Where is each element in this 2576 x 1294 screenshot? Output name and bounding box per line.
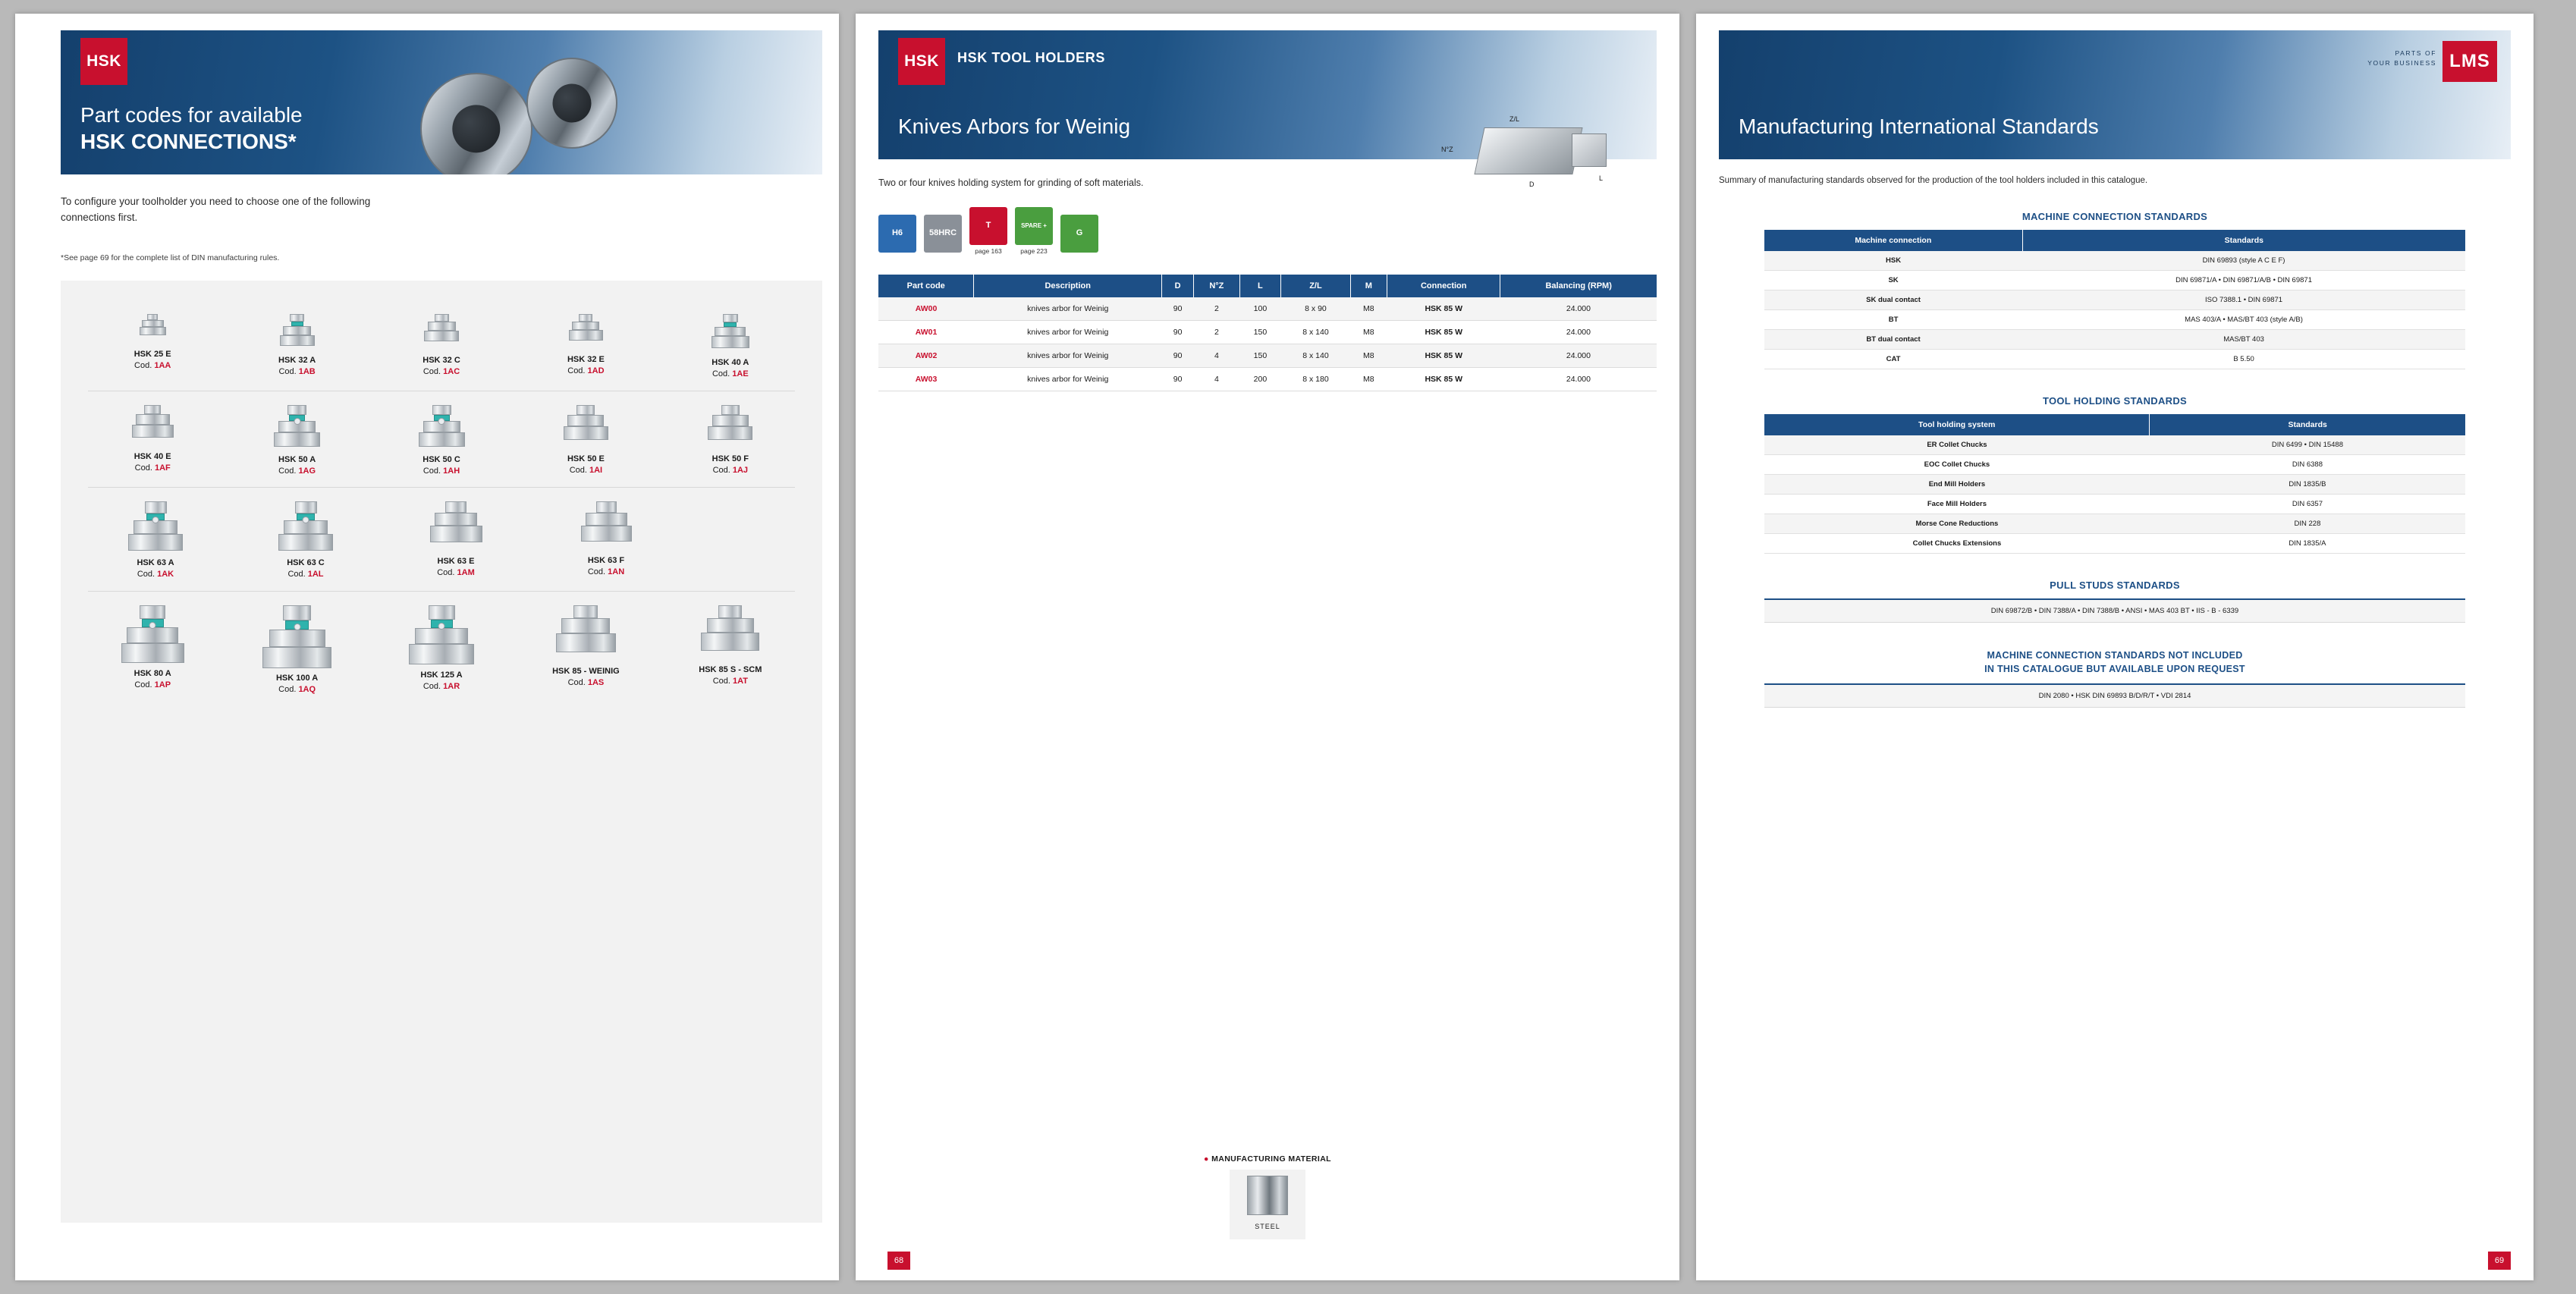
connection-item[interactable] — [674, 314, 787, 380]
connection-item[interactable] — [96, 314, 209, 380]
table-cell: HSK — [1764, 251, 2022, 271]
table-cell: HSK 85 W — [1387, 297, 1500, 321]
column-header: N°Z — [1194, 275, 1239, 297]
page-knives-arbors — [856, 14, 1679, 1280]
connection-row — [88, 488, 795, 592]
connection-caption — [588, 555, 624, 578]
connection-code: Cod. 1AK — [137, 570, 174, 579]
table-row — [1764, 310, 2465, 330]
connection-row — [88, 300, 795, 391]
connection-name: HSK 40 A — [712, 358, 749, 367]
hsk-cone-drawing — [712, 314, 749, 351]
table-row — [1764, 495, 2465, 514]
page-title-line1: Part codes for available — [80, 103, 303, 127]
brand-tagline: PARTS OF YOUR BUSINESS — [2367, 49, 2436, 67]
connection-caption — [437, 556, 475, 579]
table-cell: knives arbor for Weinig — [974, 344, 1161, 367]
table-cell: 24.000 — [1500, 297, 1657, 321]
machine-standards-title: MACHINE CONNECTION STANDARDS — [2022, 211, 2208, 222]
connection-caption — [137, 557, 174, 580]
connection-caption — [712, 357, 749, 380]
connection-caption — [420, 670, 462, 693]
table-cell: 90 — [1161, 344, 1193, 367]
table-cell: AW00 — [878, 297, 974, 321]
page-number: 69 — [2488, 1252, 2511, 1270]
table-cell: 8 x 140 — [1281, 344, 1350, 367]
column-header: Machine connection — [1764, 230, 2022, 251]
connection-code: Cod. 1AG — [278, 466, 316, 476]
table-cell: 24.000 — [1500, 344, 1657, 367]
connection-item[interactable] — [546, 501, 666, 580]
spare-parts-page-icon: SPARE + page 223 — [1015, 207, 1053, 255]
connection-name: HSK 32 A — [278, 356, 316, 365]
connection-code: Cod. 1AT — [712, 676, 748, 686]
table-cell: 24.000 — [1500, 367, 1657, 391]
arbors-data-table — [878, 275, 1657, 391]
table-cell: 4 — [1194, 344, 1239, 367]
table-cell: Collet Chucks Extensions — [1764, 534, 2150, 554]
table-cell: HSK 85 W — [1387, 367, 1500, 391]
dim-l-label: L — [1599, 174, 1604, 182]
connection-code: Cod. 1AE — [712, 369, 749, 378]
table-cell: DIN 6499 • DIN 15488 — [2150, 435, 2465, 455]
table-row[interactable] — [878, 297, 1657, 321]
hsk-connection-grid — [61, 281, 822, 1223]
connection-name: HSK 50 F — [712, 454, 749, 463]
hsk-cone-drawing — [708, 405, 752, 448]
table-cell: 90 — [1161, 297, 1193, 321]
table-row — [1764, 350, 2465, 369]
connection-item[interactable] — [385, 405, 498, 477]
connection-item[interactable] — [529, 405, 642, 477]
connection-name: HSK 63 F — [587, 556, 625, 566]
connection-item[interactable] — [529, 605, 642, 696]
connection-caption — [134, 451, 171, 474]
table-cell: HSK 85 W — [1387, 344, 1500, 367]
table-cell: knives arbor for Weinig — [974, 297, 1161, 321]
column-header: Z/L — [1281, 275, 1350, 297]
column-header: Standards — [2022, 230, 2465, 251]
page-manufacturing-standards — [1696, 14, 2534, 1280]
connection-caption — [287, 557, 325, 580]
table-cell: DIN 228 — [2150, 514, 2465, 534]
table-cell: 100 — [1239, 297, 1281, 321]
steel-photo — [1247, 1176, 1288, 1215]
material-label: STEEL — [1255, 1223, 1280, 1230]
table-row — [1764, 330, 2465, 350]
connection-name: HSK 50 C — [423, 454, 460, 464]
hsk-cone-drawing — [409, 605, 474, 664]
table-cell: AW01 — [878, 320, 974, 344]
column-header: D — [1161, 275, 1193, 297]
table-row — [1764, 291, 2465, 310]
connection-name: HSK 50 A — [278, 454, 316, 464]
table-row[interactable] — [878, 320, 1657, 344]
column-header: Standards — [2150, 414, 2465, 435]
table-cell: DIN 6388 — [2150, 455, 2465, 475]
table-row — [1764, 514, 2465, 534]
not-included-title: MACHINE CONNECTION STANDARDS NOT INCLUDED IN THIS CATALOGUE BUT AVAILABLE UPON REQUEST — [1984, 650, 2245, 675]
connection-code: Cod. 1AF — [134, 463, 171, 473]
tool-standards-title: TOOL HOLDING STANDARDS — [2042, 395, 2188, 407]
page-title-line2: HSK CONNECTIONS* — [80, 130, 297, 153]
table-row — [1764, 435, 2465, 455]
table-cell: BT dual contact — [1764, 330, 2022, 350]
table-cell: HSK 85 W — [1387, 320, 1500, 344]
connection-item[interactable] — [240, 405, 353, 477]
hsk-badge: HSK — [898, 38, 945, 85]
page-title: Knives Arbors for Weinig — [898, 115, 1131, 138]
intro-text: To configure your toolholder you need to choose one of the following connections first. — [61, 196, 371, 223]
connection-item[interactable] — [240, 605, 353, 696]
table-cell: knives arbor for Weinig — [974, 367, 1161, 391]
connection-code: Cod. 1AR — [423, 681, 460, 691]
table-cell: CAT — [1764, 350, 2022, 369]
hsk-cone-drawing — [430, 501, 482, 550]
connection-name: HSK 25 E — [134, 350, 171, 359]
pull-studs-value-box — [1764, 598, 2465, 623]
dim-zl-label: Z/L — [1509, 115, 1520, 123]
connection-code: Cod. 1AA — [134, 360, 171, 370]
hsk-cone-drawing — [280, 314, 315, 349]
table-cell: 90 — [1161, 367, 1193, 391]
hsk-cone-drawing — [419, 405, 465, 448]
table-cell: MAS 403/A • MAS/BT 403 (style A/B) — [2022, 310, 2465, 330]
table-cell: M8 — [1350, 320, 1387, 344]
dim-nz-label: N°Z — [1441, 146, 1453, 153]
table-cell: M8 — [1350, 297, 1387, 321]
table-row — [1764, 251, 2465, 271]
table-cell: MAS/BT 403 — [2022, 330, 2465, 350]
table-cell: DIN 69893 (style A C E F) — [2022, 251, 2465, 271]
table-cell: 150 — [1239, 344, 1281, 367]
table-cell: 2 — [1194, 320, 1239, 344]
connection-item[interactable] — [385, 314, 498, 380]
connection-caption — [423, 454, 460, 477]
table-cell: 150 — [1239, 320, 1281, 344]
connection-item[interactable] — [246, 501, 366, 580]
table-cell: ISO 7388.1 • DIN 69871 — [2022, 291, 2465, 310]
table-row[interactable] — [878, 367, 1657, 391]
connection-caption — [278, 355, 316, 378]
table-cell: 8 x 90 — [1281, 297, 1350, 321]
table-cell: 8 x 140 — [1281, 320, 1350, 344]
connection-code: Cod. 1AQ — [278, 684, 316, 694]
table-cell: knives arbor for Weinig — [974, 320, 1161, 344]
table-cell: 8 x 180 — [1281, 367, 1350, 391]
connection-item[interactable] — [396, 501, 516, 580]
hsk-cone-drawing — [701, 605, 759, 658]
tolerance-h6-icon: H6 — [878, 215, 916, 255]
hsk-cone-drawing — [128, 501, 183, 551]
not-included-value-box — [1764, 683, 2465, 708]
subtitle-text: Summary of manufacturing standards observed for the production of the tool holders included in this catalogue. — [1719, 176, 2148, 185]
balanced-icon: G — [1060, 215, 1098, 255]
material-card — [1230, 1170, 1305, 1239]
table-row — [1764, 271, 2465, 291]
table-cell: DIN 69871/A • DIN 69871/A/B • DIN 69871 — [2022, 271, 2465, 291]
connection-caption — [423, 355, 460, 378]
table-cell: AW03 — [878, 367, 974, 391]
table-cell: 90 — [1161, 320, 1193, 344]
hsk-badge: HSK — [80, 38, 127, 85]
table-header-row — [878, 275, 1657, 297]
hsk-cone-drawing — [278, 501, 333, 551]
connection-row — [88, 391, 795, 488]
hsk-cone-drawing — [132, 405, 174, 445]
connection-name: HSK 50 E — [567, 454, 605, 463]
connection-code: Cod. 1AS — [567, 677, 605, 687]
column-header: Part code — [878, 275, 974, 297]
table-cell: DIN 1835/A — [2150, 534, 2465, 554]
table-cell: AW02 — [878, 344, 974, 367]
connection-caption — [699, 664, 762, 687]
pull-studs-value: DIN 69872/B • DIN 7388/A • DIN 7388/B • ANSI • MAS 403 BT • IIS - B - 6339 — [1764, 600, 2465, 622]
connection-item[interactable] — [240, 314, 353, 380]
connection-code: Cod. 1AP — [134, 680, 171, 689]
hsk-cone-drawing — [424, 314, 459, 349]
connection-code: Cod. 1AC — [423, 366, 460, 376]
table-cell: B 5.50 — [2022, 350, 2465, 369]
table-cell: BT — [1764, 310, 2022, 330]
table-row — [1764, 455, 2465, 475]
connection-caption — [567, 354, 605, 377]
table-cell: ER Collet Chucks — [1764, 435, 2150, 455]
connection-name: HSK 63 C — [287, 558, 325, 568]
connection-name: HSK 125 A — [420, 671, 463, 680]
not-included-value: DIN 2080 • HSK DIN 69893 B/D/R/T • VDI 2814 — [1764, 685, 2465, 707]
connection-caption — [567, 454, 605, 476]
toolholder-photo — [413, 50, 663, 174]
table-row — [1764, 534, 2465, 554]
connection-row — [88, 592, 795, 706]
column-header: L — [1239, 275, 1281, 297]
table-row[interactable] — [878, 344, 1657, 367]
table-cell: DIN 6357 — [2150, 495, 2465, 514]
table-cell: 2 — [1194, 297, 1239, 321]
hsk-cone-drawing — [121, 605, 184, 662]
page-title: Manufacturing International Standards — [1739, 115, 2099, 138]
connection-item[interactable] — [674, 605, 787, 696]
feature-icons — [878, 207, 1657, 255]
page3-header-band — [1719, 30, 2511, 159]
connection-item[interactable] — [96, 605, 209, 696]
table-cell: SK — [1764, 271, 2022, 291]
connection-code: Cod. 1AM — [437, 568, 475, 578]
connection-code: Cod. 1AN — [587, 567, 625, 577]
connection-item[interactable] — [385, 605, 498, 696]
connection-caption — [552, 666, 620, 689]
connection-code: Cod. 1AJ — [712, 465, 749, 475]
page-number: 68 — [887, 1252, 910, 1270]
lms-logo: LMS — [2442, 41, 2497, 82]
table-cell: M8 — [1350, 367, 1387, 391]
table-row — [1764, 475, 2465, 495]
page-hsk-part-codes — [15, 14, 839, 1280]
hardness-58hrc-icon: 58HRC — [924, 215, 962, 255]
intro-text: Two or four knives holding system for grinding of soft materials. — [878, 177, 1144, 188]
manufacturing-material-title: ● MANUFACTURING MATERIAL — [1203, 1154, 1332, 1164]
machine-standards-table — [1764, 230, 2465, 369]
table-cell: 4 — [1194, 367, 1239, 391]
hsk-cone-drawing — [581, 501, 632, 549]
table-cell: DIN 1835/B — [2150, 475, 2465, 495]
connection-name: HSK 40 E — [134, 451, 171, 461]
table-cell: 200 — [1239, 367, 1281, 391]
pull-studs-title: PULL STUDS STANDARDS — [2050, 579, 2180, 591]
table-cell: 24.000 — [1500, 320, 1657, 344]
table-cell: Face Mill Holders — [1764, 495, 2150, 514]
connection-code: Cod. 1AH — [423, 466, 460, 476]
dim-d-label: D — [1529, 181, 1535, 188]
connection-caption — [276, 673, 318, 696]
connection-name: HSK 63 E — [437, 557, 475, 567]
arbor-technical-drawing — [1437, 114, 1649, 197]
page-title — [80, 102, 303, 155]
table-cell: SK dual contact — [1764, 291, 2022, 310]
footnote-text: *See page 69 for the complete list of DIN manufacturing rules. — [61, 253, 280, 262]
connection-caption — [134, 349, 171, 372]
header-kicker: HSK TOOL HOLDERS — [957, 50, 1105, 65]
connection-item[interactable] — [96, 501, 215, 580]
table-cell: Morse Cone Reductions — [1764, 514, 2150, 534]
hsk-cone-drawing — [262, 605, 331, 667]
connection-name: HSK 85 - WEINIG — [552, 667, 620, 677]
table-cell: EOC Collet Chucks — [1764, 455, 2150, 475]
hsk-cone-drawing — [140, 314, 166, 343]
connection-name: HSK 100 A — [275, 674, 319, 683]
column-header: Connection — [1387, 275, 1500, 297]
connection-name: HSK 63 A — [137, 558, 174, 568]
connection-item[interactable] — [674, 405, 787, 477]
connection-code: Cod. 1AB — [278, 366, 316, 376]
hsk-cone-drawing — [564, 405, 608, 448]
connection-caption — [712, 454, 749, 476]
column-header: Description — [974, 275, 1161, 297]
hsk-cone-drawing — [556, 605, 616, 660]
connection-code: Cod. 1AL — [287, 570, 324, 579]
tool-standards-table — [1764, 414, 2465, 554]
connection-caption — [278, 454, 316, 477]
connection-name: HSK 80 A — [134, 669, 171, 679]
hsk-cone-drawing — [569, 314, 603, 348]
connection-name: HSK 32 C — [423, 356, 460, 365]
connection-code: Cod. 1AI — [569, 465, 603, 475]
column-header: Tool holding system — [1764, 414, 2150, 435]
pullstud-page-icon: T page 163 — [969, 207, 1007, 255]
connection-code: Cod. 1AD — [567, 366, 605, 375]
page1-header-band — [61, 30, 822, 174]
connection-item[interactable] — [529, 314, 642, 380]
column-header: M — [1350, 275, 1387, 297]
hsk-cone-drawing — [274, 405, 320, 448]
connection-name: HSK 85 S - SCM — [699, 665, 762, 675]
connection-name: HSK 32 E — [567, 355, 605, 364]
table-cell: End Mill Holders — [1764, 475, 2150, 495]
column-header: Balancing (RPM) — [1500, 275, 1657, 297]
table-cell: M8 — [1350, 344, 1387, 367]
connection-caption — [134, 668, 171, 691]
connection-item[interactable] — [96, 405, 209, 477]
